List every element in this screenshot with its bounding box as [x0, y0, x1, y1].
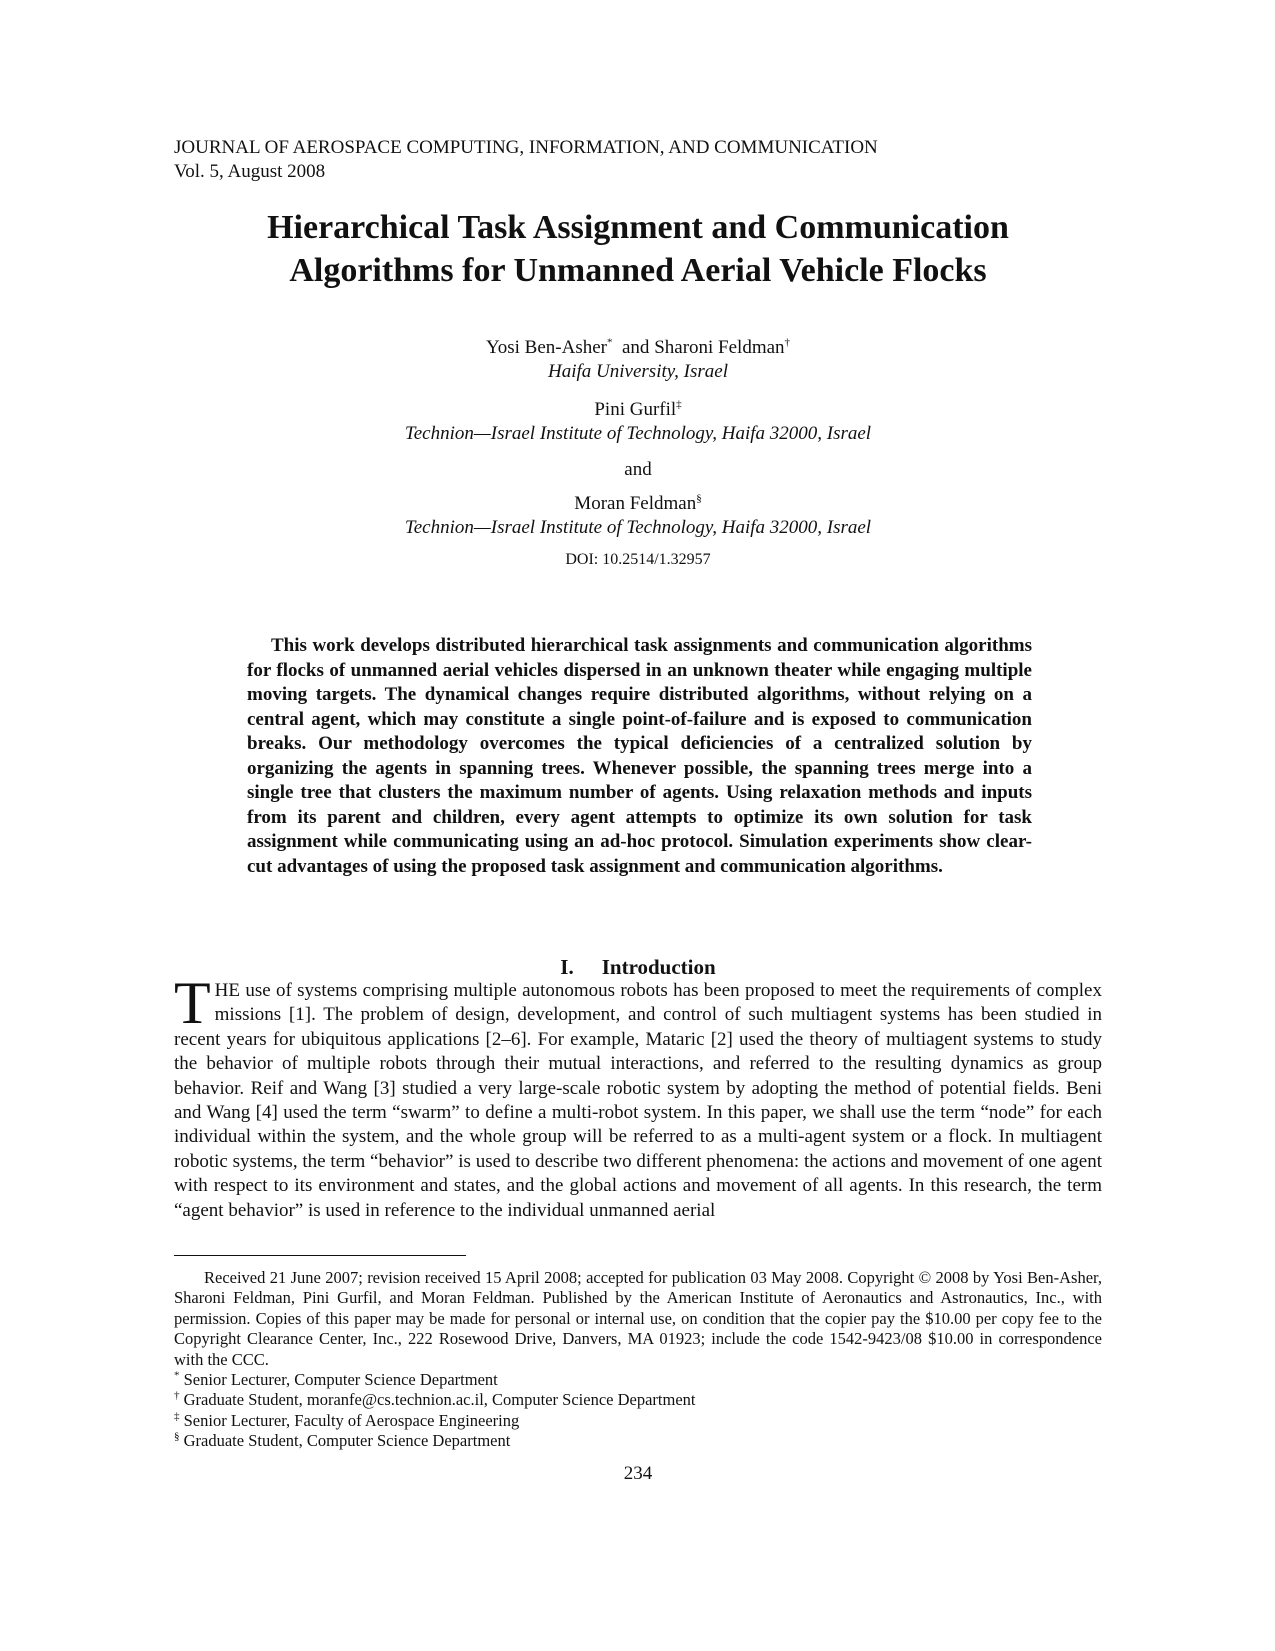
section-title: Introduction — [601, 955, 716, 979]
footnote — [174, 1370, 1102, 1390]
footnote-mark: * — [174, 1369, 180, 1382]
drop-cap: T — [174, 970, 211, 1036]
paper-title — [174, 206, 1102, 292]
author-and: and — [624, 459, 652, 480]
title-line-2: Algorithms for Unmanned Aerial Vehicle Flocks — [289, 252, 987, 289]
author-line-2 — [174, 398, 1102, 422]
title-line-1: Hierarchical Task Assignment and Communication — [267, 209, 1009, 246]
footnotes — [174, 1268, 1102, 1452]
footnote-text: Graduate Student, Computer Science Department — [179, 1431, 511, 1451]
journal-header — [174, 136, 878, 184]
page-number: 234 — [623, 1463, 653, 1484]
footnote-mark: * — [607, 336, 613, 349]
author-line-3 — [174, 492, 1102, 516]
affiliation: Haifa University, Israel — [548, 361, 728, 382]
introduction-text: HE use of systems comprising multiple autonomous robots has been proposed to meet the requirements of complex missions [1]. The problem of design, development, and control of such multiagent systems has been studied in recent years for ubiquitous applications [2–6]. For example, Mataric [2] used the theory of multiagent systems to study the behavior of multiple robots through their mutual interactions, and referred to the resulting dynamics as group behavior. Reif and Wang [3] studied a very large-scale robotic system by adopting the method of potential fields. Beni and Wang [4] used the term “swarm” to define a multi-robot system. In this paper, we shall use the term “node” for each individual within the system, and the whole group will be referred to as a multi-agent system or a flock. In multiagent robotic systems, the term “behavior” is used to describe two different phenomena: the actions and movement of one agent with respect to its environment and states, and the global actions and movement of all agents. In this research, the term “agent behavior” is used in reference to the individual unmanned aerial — [174, 980, 1102, 1221]
footnote-text: Senior Lecturer, Computer Science Department — [179, 1370, 498, 1390]
journal-name: JOURNAL OF AEROSPACE COMPUTING, INFORMATION, AND COMMUNICATION — [174, 137, 878, 158]
introduction-paragraph — [174, 970, 1102, 1223]
affiliation: Technion—Israel Institute of Technology, Haifa 32000, Israel — [404, 423, 872, 444]
received-note: Received 21 June 2007; revision received 15 April 2008; accepted for publication 03 May 2008. Copyright © 2008 by Yosi Ben-Asher, Sharoni Feldman, Pini Gurfil, and Moran Feldman. Published by the American Institute of Aeronautics and Astronautics, Inc., with permission. Copies of this paper may be made for personal or internal use, on condition that the copier pay the $10.00 per copy fee to the Copyright Clearance Center, Inc., 222 Rosewood Drive, Danvers, MA 01923; include the code 1542-9423/08 $10.00 in correspondence with the CCC. — [174, 1268, 1102, 1369]
affiliation: Technion—Israel Institute of Technology, Haifa 32000, Israel — [404, 517, 872, 538]
footnote — [174, 1390, 1102, 1410]
footnote — [174, 1431, 1102, 1451]
section-heading — [174, 954, 1102, 980]
author-joiner: and — [612, 337, 655, 358]
author-name: Moran Feldman — [574, 493, 697, 514]
footnote-text: Senior Lecturer, Faculty of Aerospace Engineering — [179, 1410, 520, 1430]
footnote-mark: § — [696, 492, 702, 505]
footnote-text: Graduate Student, moranfe@cs.technion.ac.il, Computer Science Department — [179, 1390, 696, 1410]
author-name: Sharoni Feldman — [654, 337, 785, 358]
footnote-mark: † — [784, 336, 791, 349]
journal-volume: Vol. 5, August 2008 — [174, 161, 326, 182]
footnote-mark: † — [174, 1389, 180, 1402]
author-name: Yosi Ben-Asher — [485, 337, 607, 358]
abstract: This work develops distributed hierarchical task assignments and communication algorithms for flocks of unmanned aerial vehicles dispersed in an unknown theater while engaging multiple moving targets. The dynamical changes require distributed algorithms, without relying on a central agent, which may constitute a single point-of-failure and is exposed to communication breaks. Our methodology overcomes the typical deficiencies of a centralized solution by organizing the agents in spanning trees. Whenever possible, the spanning trees merge into a single tree that clusters the maximum number of agents. Using relaxation methods and inputs from its parent and children, every agent attempts to optimize its own solution for task assignment while communicating using an ad-hoc protocol. Simulation experiments show clear-cut advantages of using the proposed task assignment and communication algorithms. — [247, 635, 1032, 877]
footnote-rule — [174, 1255, 466, 1256]
footnote — [174, 1411, 1102, 1431]
footnote-mark: ‡ — [676, 398, 682, 411]
footnote-mark: ‡ — [174, 1410, 180, 1423]
author-line-1 — [174, 336, 1102, 360]
author-name: Pini Gurfil — [594, 399, 677, 420]
section-number: I. — [560, 955, 574, 979]
footnote-mark: § — [174, 1430, 180, 1443]
doi: DOI: 10.2514/1.32957 — [565, 551, 711, 568]
author-block — [174, 336, 1102, 572]
